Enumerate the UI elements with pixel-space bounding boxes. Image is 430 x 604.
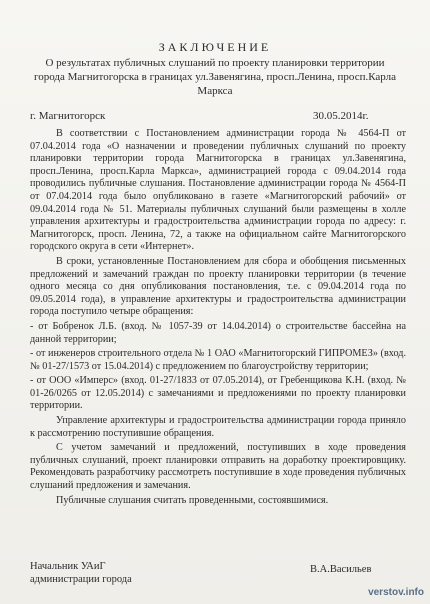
signer-title-line-1: Начальник УАиГ (30, 561, 106, 572)
signer-name: В.А.Васильев (310, 564, 372, 575)
signer-title (30, 560, 132, 586)
paragraph-1: В соответствии с Постановлением администрации города № 4564-П от 07.04.2014 года «О назначении и проведении публичных слушаний по проекту планировки территории города Магнитогорска в границах ул.Завенягина, просп.Ленина, просп.Карла Маркса», администрацией города с 09.04.2014 года проводились публичные слушания. Постановление администрации города № 4564-П от 07.04.2014 года было опубликовано в газете «Магнитогорский рабочий» от 09.04.2014 года № 51. Материалы публичных слушаний были размещены в холле управления архитектуры и градостроительства администрации города по адресу: г. Магнитогорск, просп. Ленина, 72, а также на официальном сайте Магнитогорского городского округа в сети «Интернет». (30, 128, 406, 253)
paragraph-4: С учетом замечаний и предложений, поступивших в ходе проведения публичных слушаний, проект планировки отправить на доработку проектировщику. Рекомендовать разработчику рассмотреть поступившие в ходе проведения публичных слушаний предложения и замечания. (30, 442, 406, 492)
paragraph-5: Публичные слушания считать проведенными, состоявшимися. (56, 494, 329, 506)
watermark: verstov.info (368, 587, 424, 598)
document-subtitle: О результатах публичных слушаний по проекту планировки территории города Магнитогорска в границах ул.Завенягина, просп.Ленина, просп.Карла Маркса (33, 57, 397, 97)
document-city: г. Магнитогорск (30, 110, 106, 122)
document-title: ЗАКЛЮЧЕНИЕ (158, 40, 272, 54)
signer-title-line-2: администрации города (30, 574, 132, 585)
appeal-item-2: - от инженеров строительного отдела № 1 ОАО «Магнитогорский ГИПРОМЕЗ» (вход. № 01-27/1573 от 15.04.2014) с предложением по благоустройству территории; (30, 348, 406, 372)
appeal-item-3: - от ООО «Имперс» (вход. 01-27/1833 от 07.05.2014), от Гребенщикова К.Н. (вход. № 01-26/0265 от 12.05.2014) с замечаниями и предложениями по проекту планировки территории. (30, 375, 406, 412)
document-body (30, 128, 406, 509)
paragraph-3: Управление архитектуры и градостроительства администрации города приняло к рассмотрению поступившие обращения. (30, 415, 406, 439)
appeal-item-1: - от Бобренок Л.Б. (вход. № 1057-39 от 14.04.2014) о строительстве бассейна на данной территории; (30, 320, 406, 345)
paragraph-2: В сроки, установленные Постановлением для сбора и обобщения письменных предложений и замечаний граждан по проекту планировки территории (в течение одного месяца со дня опубликования постановления, т.е. с 09.04.2014 года по 09.05.2014 года), в управление архитектуры и градостроительства администрации города поступило четыре обращения: (30, 255, 406, 318)
document-date: 30.05.2014г. (313, 110, 369, 122)
